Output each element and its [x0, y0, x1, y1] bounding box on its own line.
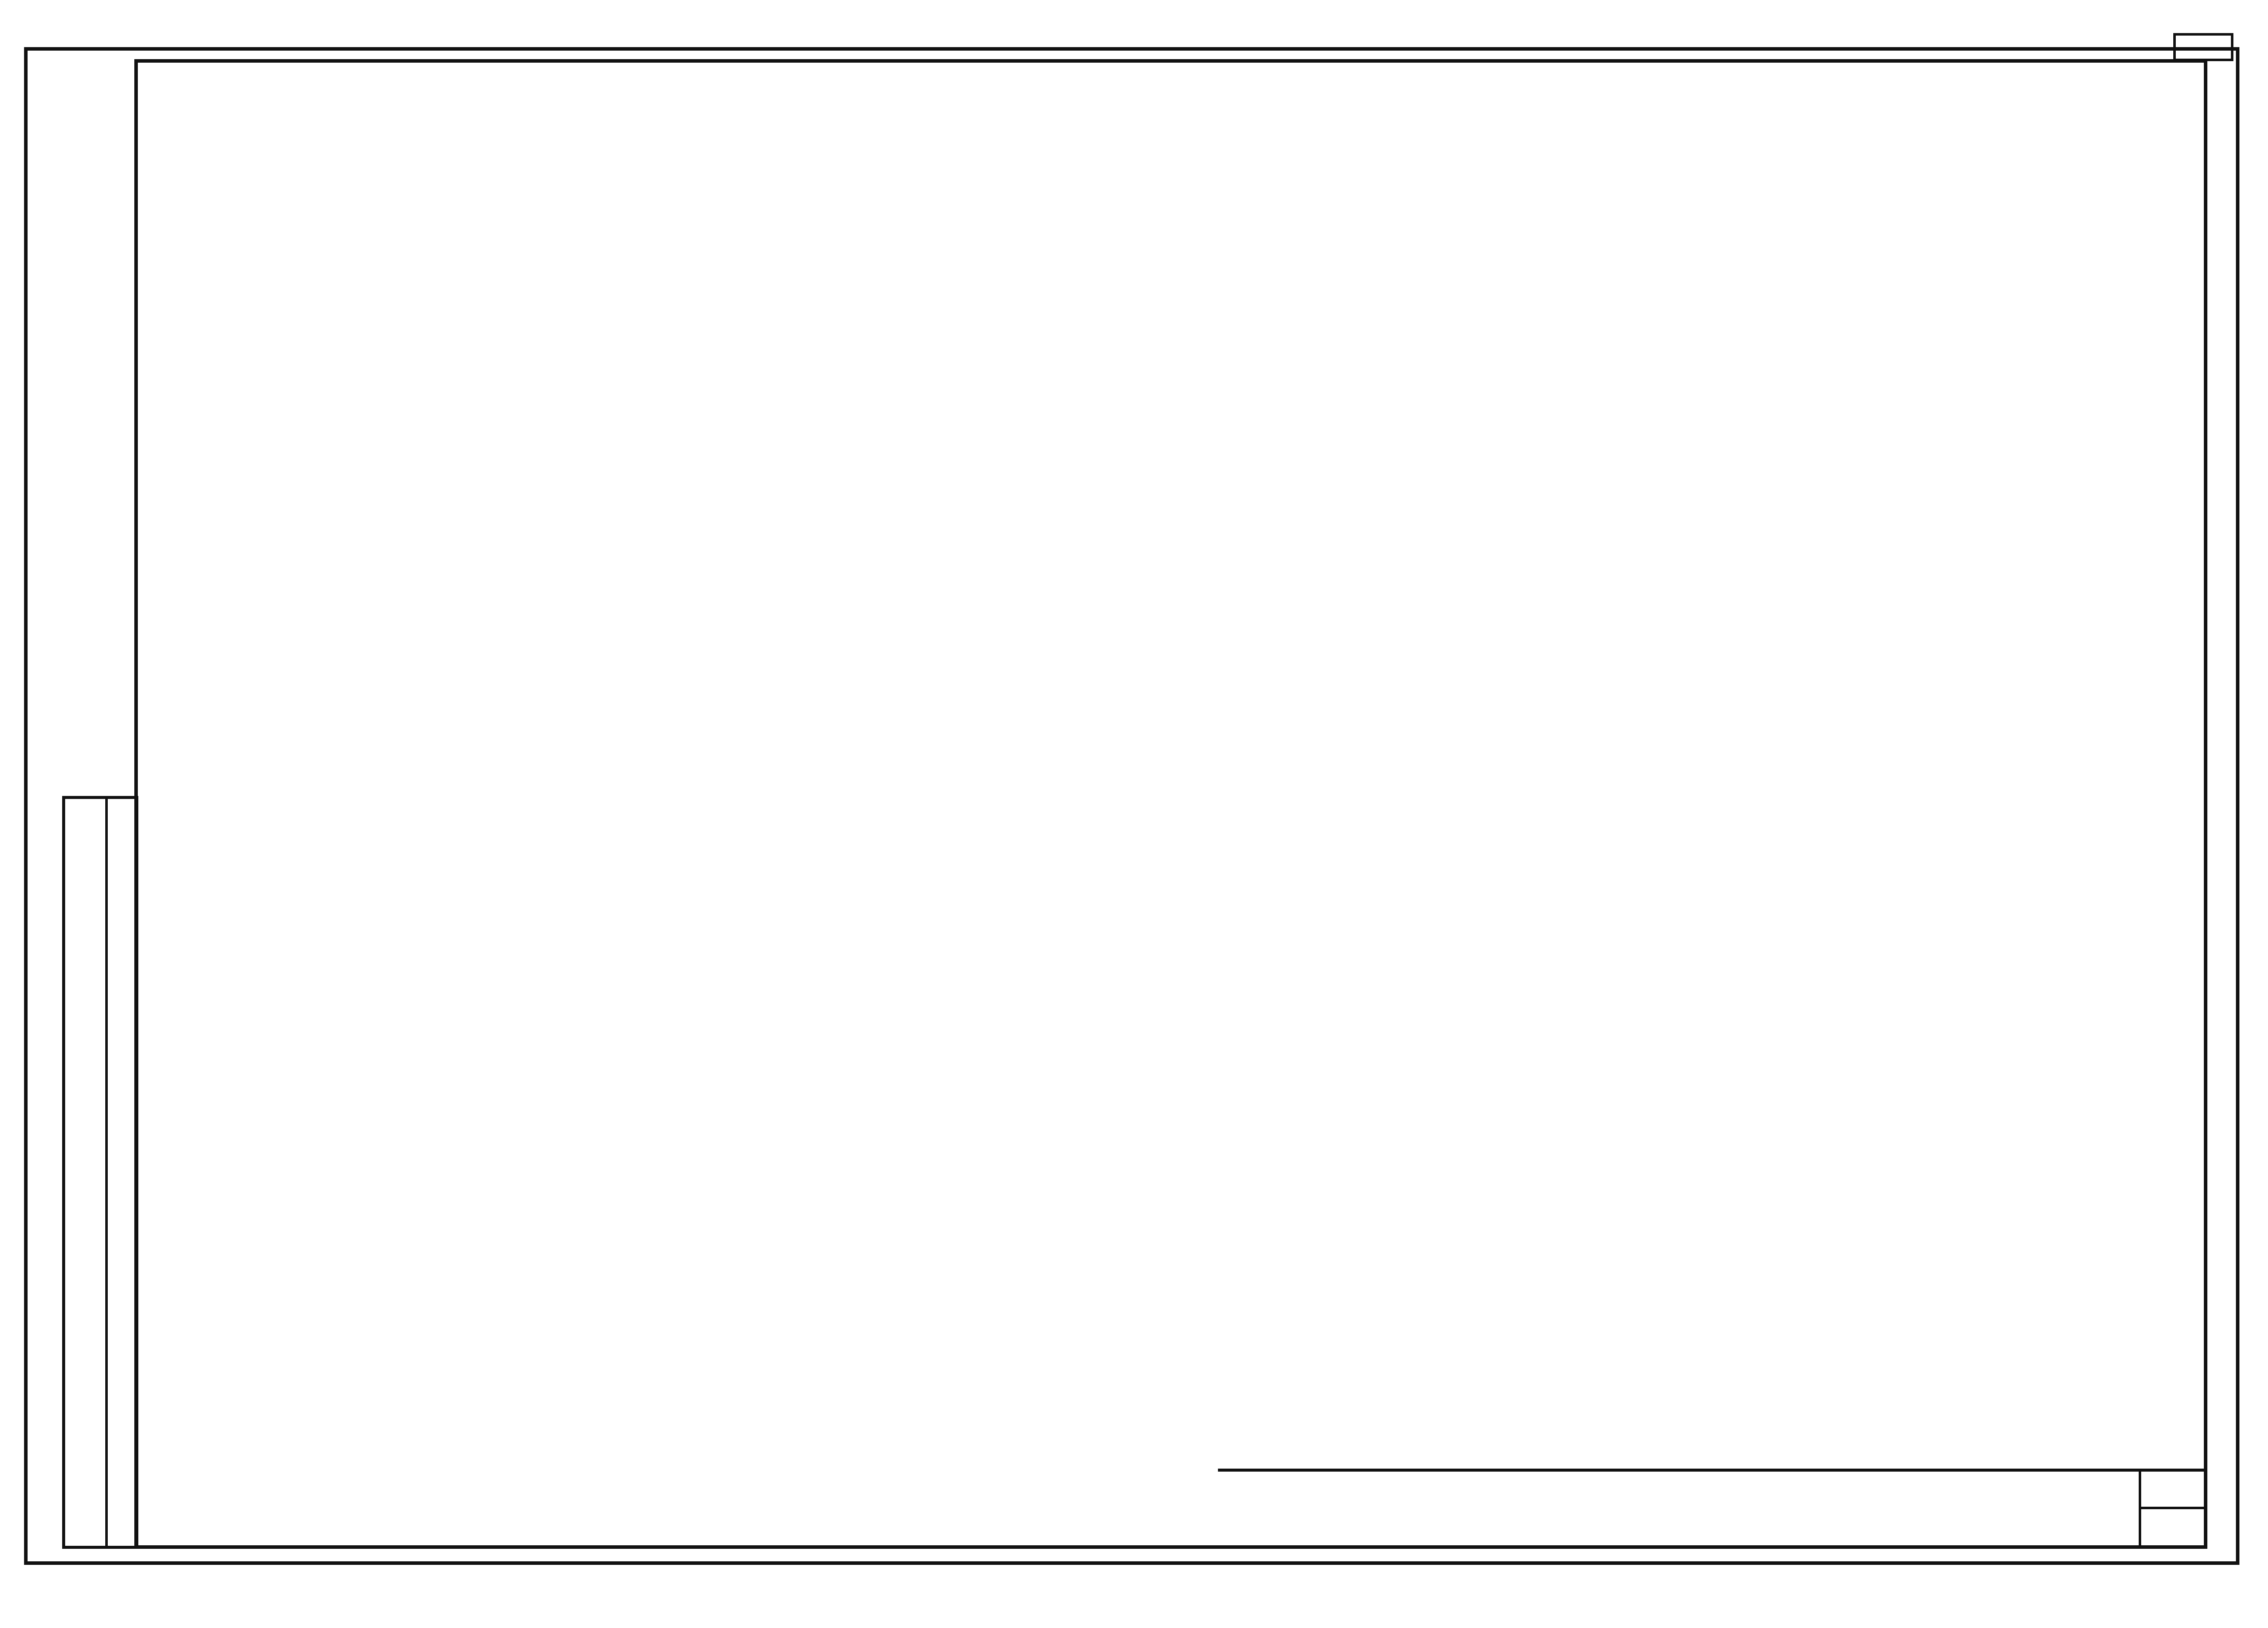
left-strip	[62, 796, 138, 1549]
left-strip-divider	[105, 799, 108, 1546]
title-block	[1218, 1469, 2207, 1549]
vertical-series-label	[53, 120, 93, 832]
revision-grid	[1218, 1472, 1569, 1549]
page-number	[2173, 33, 2233, 61]
inner-frame	[134, 59, 2207, 1549]
sheet-number	[2141, 1507, 2207, 1512]
sheet-box	[2139, 1472, 2207, 1549]
